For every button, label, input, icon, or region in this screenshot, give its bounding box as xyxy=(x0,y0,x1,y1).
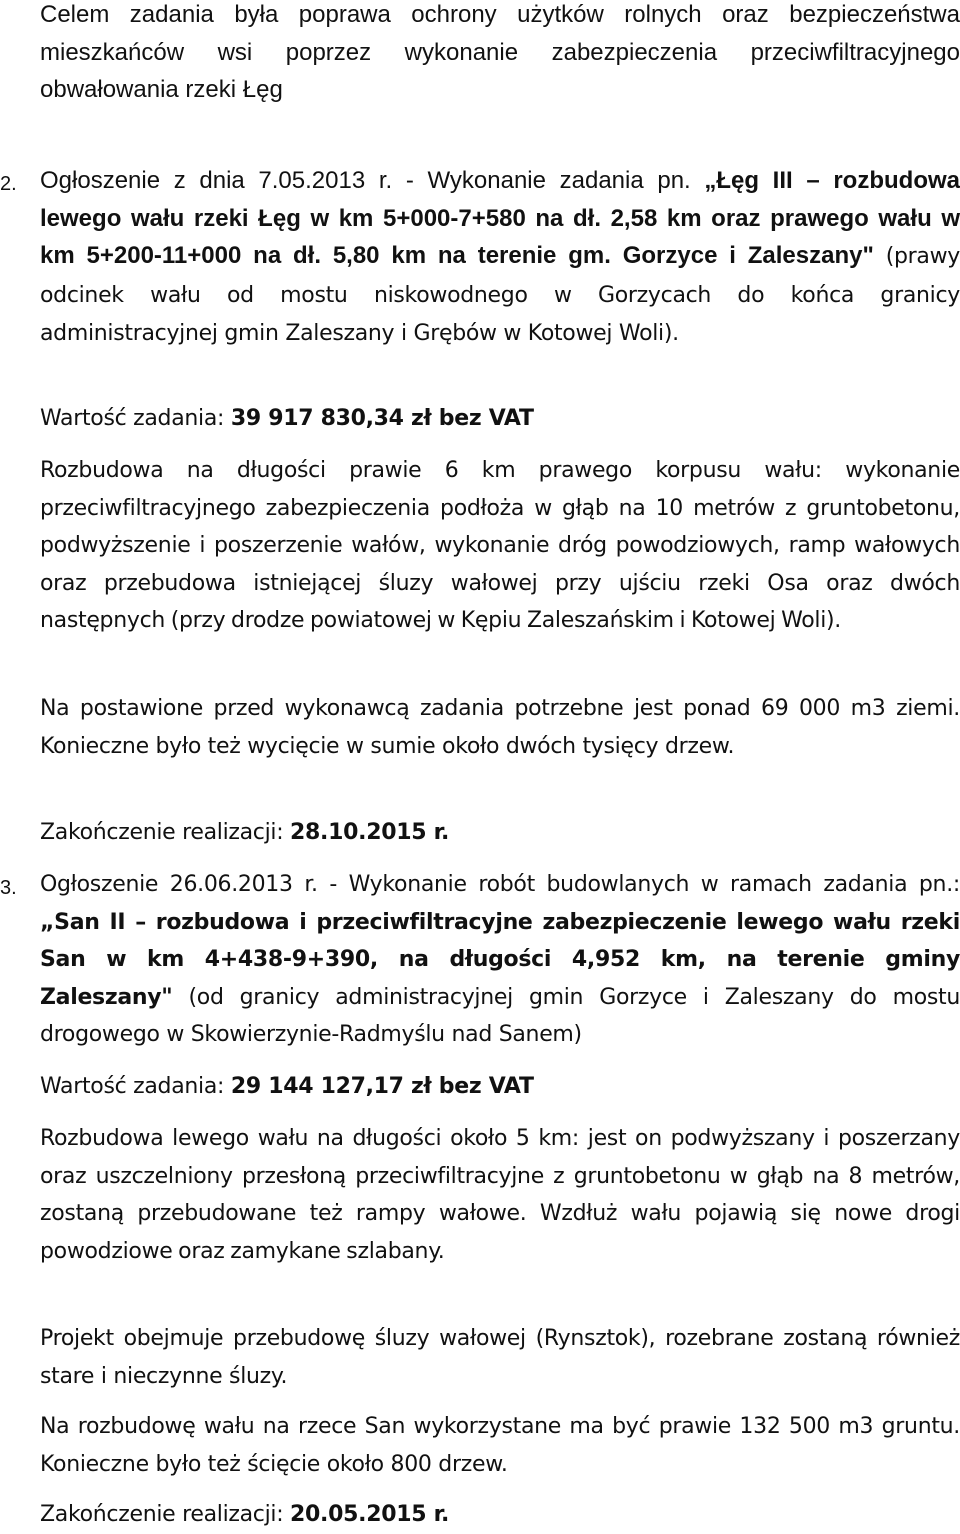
item-3-title: „San II – rozbudowa i przeciwfiltracyjne zabezpieczenie lewego wału rzeki San w km 4+438-9+390, na długości 4,952 km, na terenie gminy Zaleszany" xyxy=(40,909,960,1010)
item-2-paragraph-1: Rozbudowa na długości prawie 6 km prawego korpusu wału: wykonanie przeciwfiltracyjnego zabezpieczenia podłoża w głąb na 10 metrów z gruntobetonu, podwyższenie i poszerzenie wałów, wykonanie dróg powodziowych, ramp wałowych oraz przebudowa istniejącej śluzy wałowej przy ujściu rzeki Osa oraz dwóch następnych (przy drodze powiatowej w Kępiu Zaleszańskim i Kotowej Woli). xyxy=(40,458,960,633)
item-2-heading xyxy=(40,162,960,353)
item-2-description: (prawy odcinek wału od mostu niskowodnego w Gorzycach do końca granicy administracyjnej gmin Zaleszany i Grębów w Kotowej Woli). xyxy=(40,244,960,346)
item-3-value-label: Wartość zadania: xyxy=(40,1074,231,1099)
item-3-paragraph-1: Rozbudowa lewego wału na długości około 5 km: jest on podwyższany i poszerzany oraz uszczelniony przesłoną przeciwfiltracyjne z gruntobetonu w głąb na 8 metrów, zostaną przebudowane też rampy wałowe. Wzdłuż wału pojawią się nowe drogi powodziowe oraz zamykane szlabany. xyxy=(40,1126,960,1264)
item-2-value-label: Wartość zadania: xyxy=(40,406,231,431)
item-2-paragraph-1-block xyxy=(40,452,960,640)
item-2-end-label: Zakończenie realizacji: xyxy=(40,820,291,845)
intro-block xyxy=(40,0,960,109)
item-2-lead: Ogłoszenie z dnia 7.05.2013 r. - Wykonanie zadania pn. xyxy=(40,167,705,194)
item-3-value-line xyxy=(40,1068,960,1106)
item-3-value: 29 144 127,17 zł bez VAT xyxy=(230,1074,534,1099)
item-3-paragraph-2-block xyxy=(40,1320,960,1395)
item-3-end-date: 20.05.2015 r. xyxy=(290,1502,450,1527)
item-3-paragraph-3: Na rozbudowę wału na rzece San wykorzystane ma być prawie 132 500 m3 gruntu. Konieczne było też ścięcie około 800 drzew. xyxy=(40,1414,960,1477)
item-3-end-label: Zakończenie realizacji: xyxy=(40,1502,291,1527)
item-3-paragraph-3-block xyxy=(40,1408,960,1483)
item-2-end-line xyxy=(40,814,960,852)
item-3-paragraph-2: Projekt obejmuje przebudowę śluzy wałowej (Rynsztok), rozebrane zostaną również stare i nieczynne śluzy. xyxy=(40,1326,960,1389)
item-3-number: 3. xyxy=(0,877,17,899)
item-3-end-line xyxy=(40,1496,960,1534)
item-3-description: (od granicy administracyjnej gmin Gorzyce i Zaleszany do mostu drogowego w Skowierzynie-Radmyślu nad Sanem) xyxy=(40,984,960,1047)
item-3-heading xyxy=(40,866,960,1054)
item-2-end-date: 28.10.2015 r. xyxy=(290,820,450,845)
item-2-paragraph-2-block xyxy=(40,690,960,765)
item-2-title: „Łęg III – rozbudowa lewego wału rzeki Łęg w km 5+000-7+580 na dł. 2,58 km oraz prawego wału w km 5+200-11+000 na dł. 5,80 km na terenie gm. Gorzyce i Zaleszany" xyxy=(40,167,960,269)
item-2-value-line xyxy=(40,400,960,438)
intro-paragraph: Celem zadania była poprawa ochrony użytków rolnych oraz bezpieczeństwa mieszkańców wsi poprzez wykonanie zabezpieczenia przeciwfiltracyjnego obwałowania rzeki Łęg xyxy=(40,1,960,103)
item-2-value: 39 917 830,34 zł bez VAT xyxy=(230,406,534,431)
item-3-paragraph-1-block xyxy=(40,1120,960,1270)
item-3-lead: Ogłoszenie 26.06.2013 r. - Wykonanie robót budowlanych w ramach zadania pn.: xyxy=(40,872,960,897)
item-2-paragraph-2: Na postawione przed wykonawcą zadania potrzebne jest ponad 69 000 m3 ziemi. Konieczne było też wycięcie w sumie około dwóch tysięcy drzew. xyxy=(40,696,960,759)
item-2-number: 2. xyxy=(0,173,17,195)
